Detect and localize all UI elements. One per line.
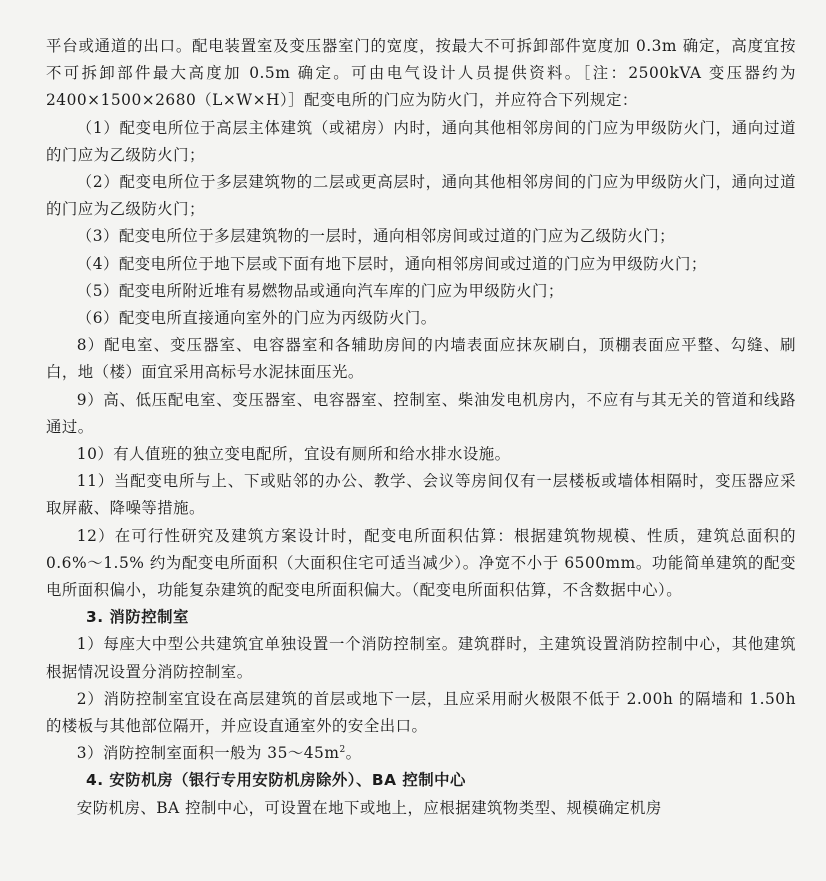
paragraph: （4）配变电所位于地下层或下面有地下层时，通向相邻房间或过道的门应为甲级防火门； [76, 254, 707, 273]
paragraph-group-transformer-room [46, 33, 796, 604]
paragraph: （6）配变电所直接通向室外的门应为丙级防火门。 [76, 309, 437, 328]
section-heading-fire-control-room: 3. 消防控制室 [86, 608, 189, 627]
paragraph: （1）配变电所位于高层主体建筑（或裙房）内时，通向其他相邻房间的门应为甲级防火门，通向过道的门应为乙级防火门； [46, 118, 796, 164]
paragraph: （2）配变电所位于多层建筑物的二层或更高层时，通向其他相邻房间的门应为甲级防火门，通向过道的门应为乙级防火门； [46, 173, 796, 219]
area-tail: 。 [345, 744, 362, 763]
paragraph: 12）在可行性研究及建筑方案设计时，配变电所面积估算：根据建筑物规模、性质，建筑总面积的 0.6%～1.5% 约为配变电所面积（大面积住宅可适当减少）。净宽不小于 6500mm。功能简单建筑的配变电所面积偏小，功能复杂建筑的配变电所面积偏大。（配变电所面积估算，不含数据中心）。 [46, 526, 796, 600]
paragraph: （5）配变电所附近堆有易燃物品或通向汽车库的门应为甲级防火门； [76, 281, 564, 300]
paragraph: 安防机房、BA 控制中心，可设置在地下或地上，应根据建筑物类型、规模确定机房 [76, 798, 662, 817]
paragraph: 1）每座大中型公共建筑宜单独设置一个消防控制室。建筑群时，主建筑设置消防控制中心，其他建筑根据情况设置分消防控制室。 [46, 635, 796, 681]
paragraph-area [46, 740, 796, 767]
section-heading-security-room: 4. 安防机房（银行专用安防机房除外）、BA 控制中心 [86, 771, 466, 790]
paragraph: 10）有人值班的独立变电配所，宜设有厕所和给水排水设施。 [76, 445, 511, 464]
paragraph: 8）配电室、变压器室、电容器室和各辅助房间的内墙表面应抹灰刷白，顶棚表面应平整、勾缝、刷白，地（楼）面宜采用高标号水泥抹面压光。 [46, 336, 796, 382]
paragraph: 平台或通道的出口。配电装置室及变压器室门的宽度，按最大不可拆卸部件宽度加 0.3m 确定，高度宜按不可拆卸部件最大高度加 0.5m 确定。可由电气设计人员提供资料。［注：2500kVA 变压器约为 2400×1500×2680（L×W×H）］配变电所的门应为防火门，并应符合下列规定： [46, 37, 796, 110]
paragraph: 9）高、低压配电室、变压器室、电容器室、控制室、柴油发电机房内，不应有与其无关的管道和线路通过。 [46, 390, 796, 436]
superscript: 2 [339, 745, 346, 756]
area-text: 3）消防控制室面积一般为 35～45m [76, 744, 340, 763]
paragraph: （3）配变电所位于多层建筑物的一层时，通向相邻房间或过道的门应为乙级防火门； [76, 227, 676, 246]
paragraph: 2）消防控制室宜设在高层建筑的首层或地下一层，且应采用耐火极限不低于 2.00h 的隔墙和 1.50h 的楼板与其他部位隔开，并应设直通室外的安全出口。 [46, 689, 796, 736]
paragraph: 11）当配变电所与上、下或贴邻的办公、教学、会议等房间仅有一层楼板或墙体相隔时，变压器应采取屏蔽、降噪等措施。 [46, 472, 796, 518]
